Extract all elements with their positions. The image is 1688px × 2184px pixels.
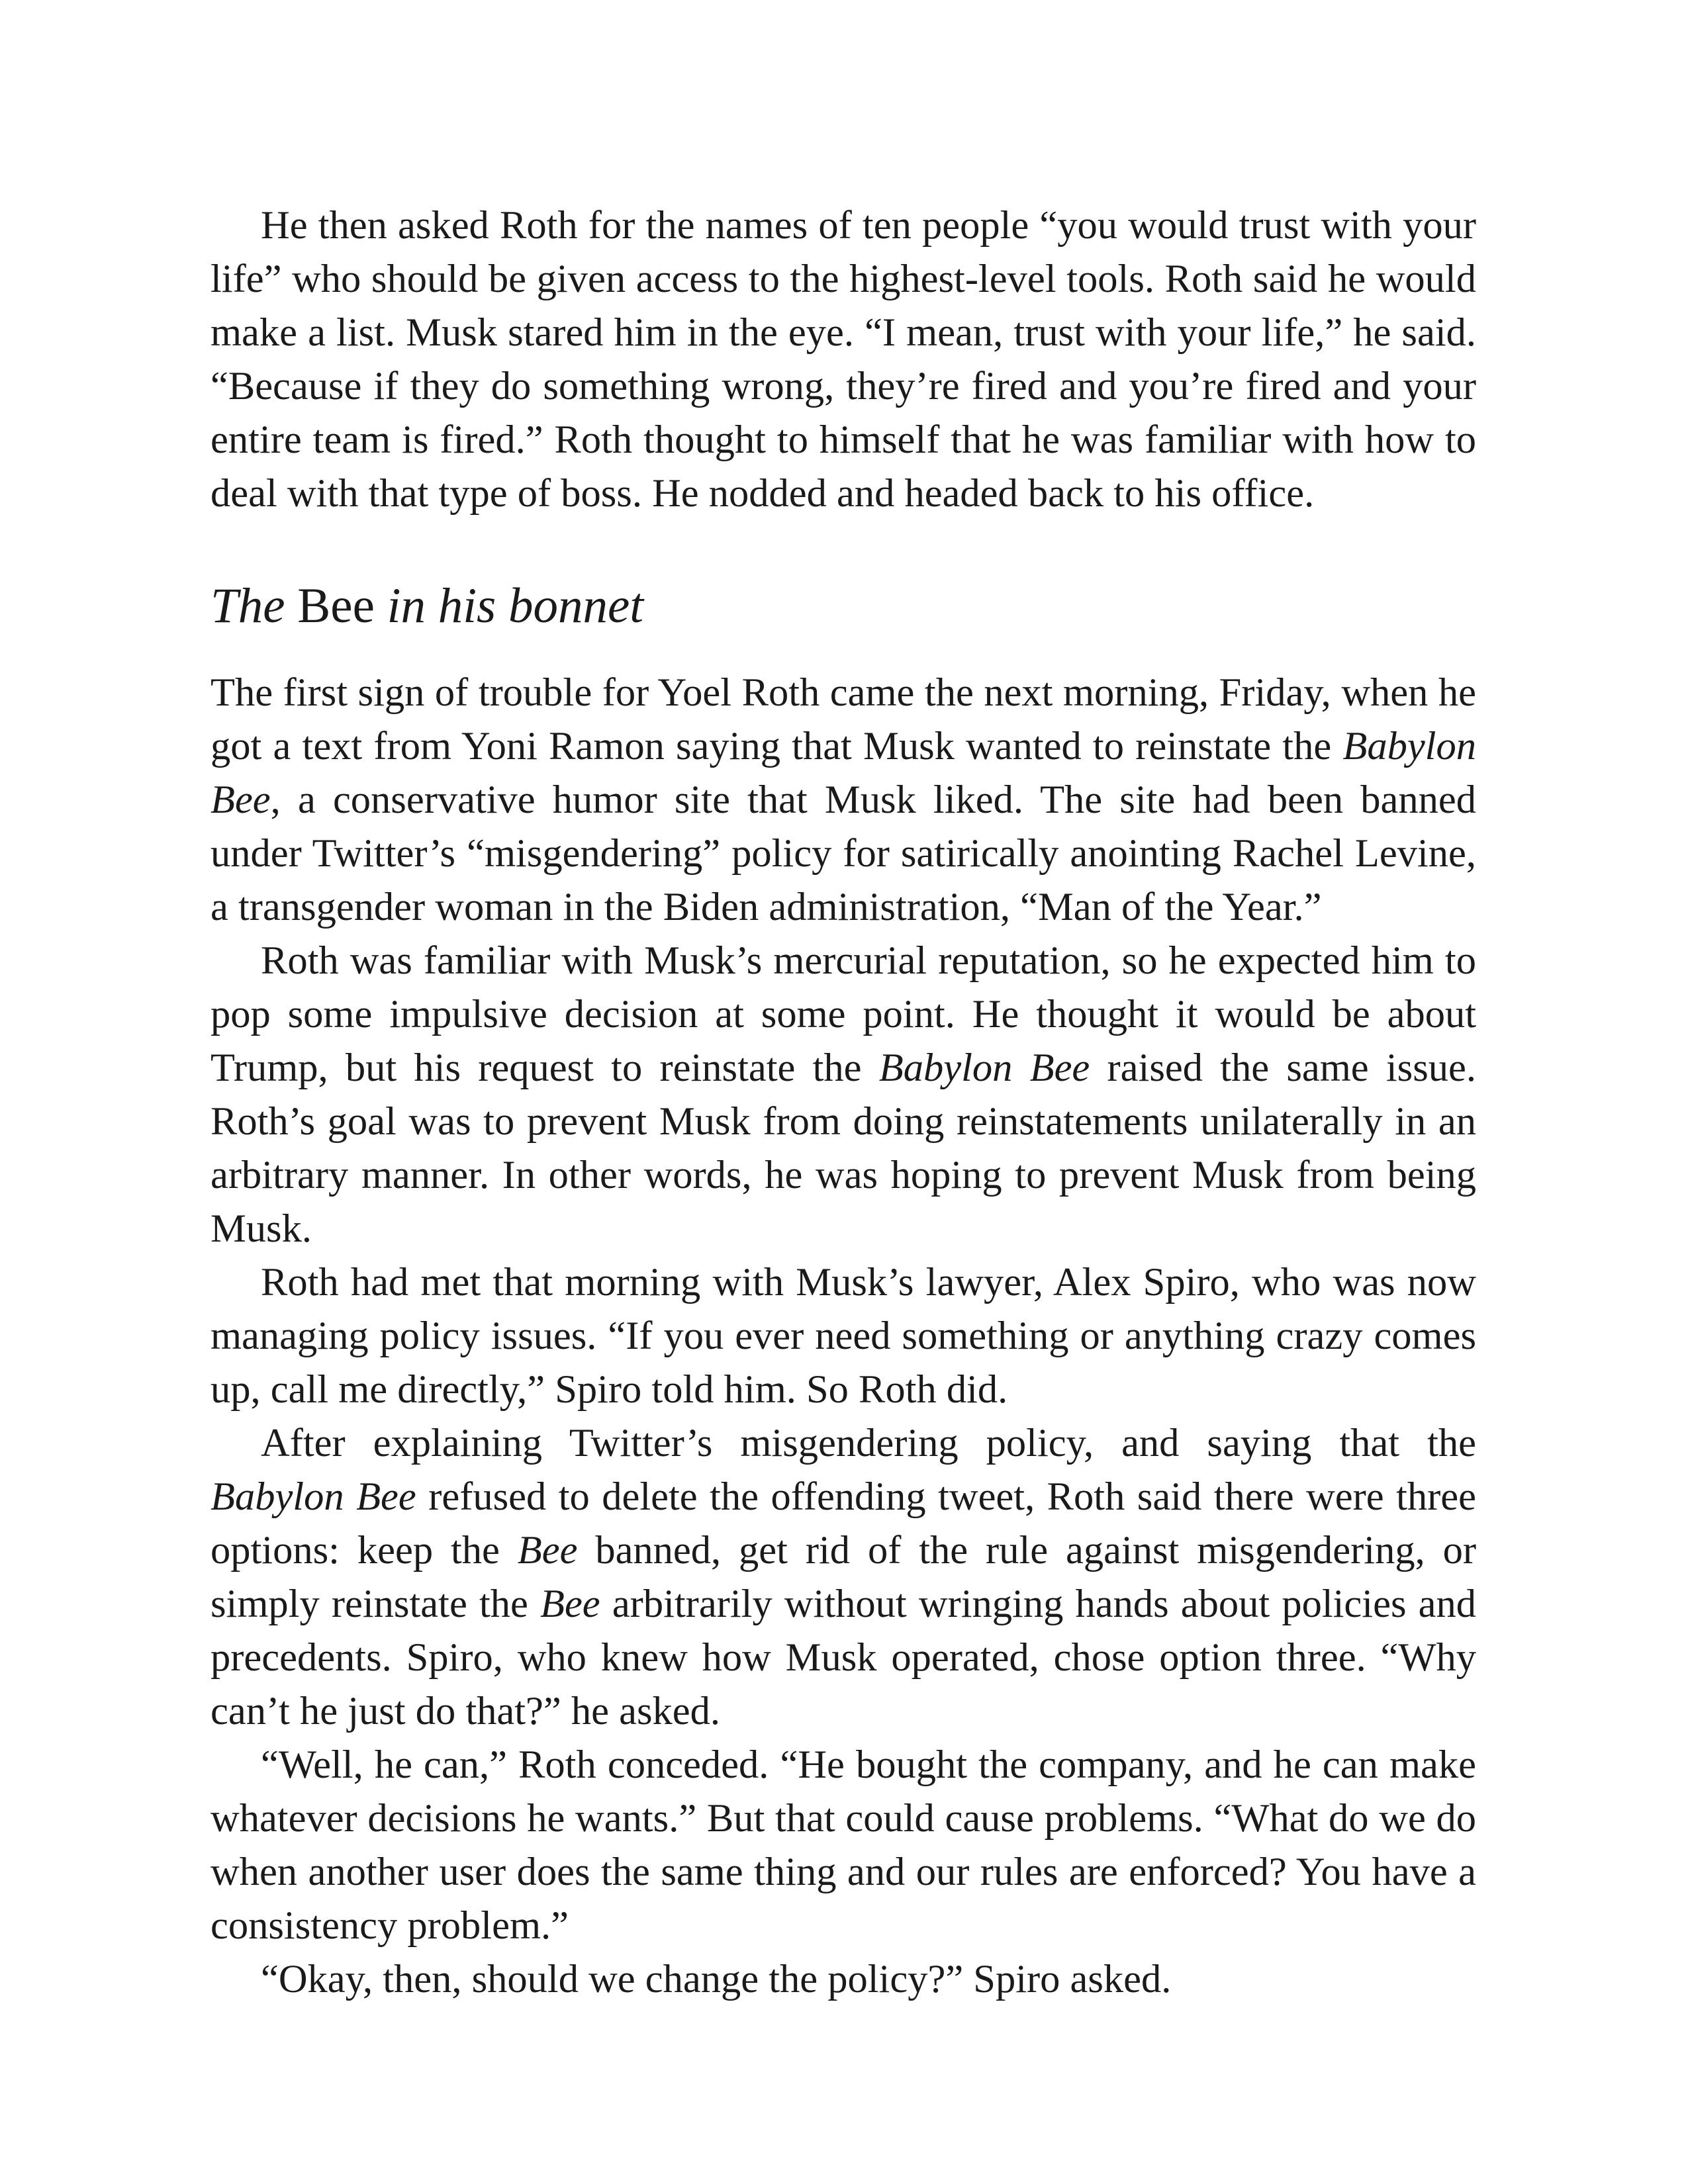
paragraph-text: raised the same issue. Roth’s goal was to prevent Musk from doing reinstatements unilaterally in an arbitrary manner. In other words, he was hoping to prevent Musk from being Musk. [211,1046,1476,1251]
heading-part-bonnet: in his bonnet [387,578,644,633]
publication-title: Babylon Bee [878,1046,1090,1090]
publication-title: Babylon Bee [211,1475,416,1519]
paragraph-mercurial-reputation [211,934,1476,1255]
paragraph-text: “Well, he can,” Roth conceded. “He bought the company, and he can make whatever decisions he wants.” But that could cause problems. “What do we do when another user does the same thing and our rules are enforced? You have a consistency problem.” [211,1743,1476,1948]
paragraph-text: arbitrarily without wringing hands about policies and precedents. Spiro, who knew how Musk operated, chose option three. “Why can’t he just do that?” he asked. [211,1582,1476,1733]
paragraph-met-with-spiro [211,1255,1476,1416]
publication-title: Babylon Bee [211,724,1476,822]
paragraph-text: He then asked Roth for the names of ten people “you would trust with your life” who should be given access to the highest-level tools. Roth said he would make a list. Musk stared him in the eye. “I mean, trust with your life,” he said. “Because if they do something wrong, they’re fired and you’re fired and your entire team is fired.” Roth thought to himself that he was familiar with how to deal with that type of boss. He nodded and headed back to his office. [211,203,1476,516]
paragraph-text: Roth had met that morning with Musk’s lawyer, Alex Spiro, who was now managing policy issues. “If you ever need something or anything crazy comes up, call me directly,” Spiro told him. So Roth did. [211,1260,1476,1412]
publication-title: Bee [517,1528,578,1572]
book-page [211,199,1476,2006]
heading-part-bee: Bee [285,578,387,633]
paragraph-text: Roth was familiar with Musk’s mercurial reputation, so he expected him to pop some impulsive decision at some point. He thought it would be about Trump, but his request to reinstate the [211,938,1476,1090]
section-heading [211,573,1476,639]
paragraph-change-the-policy [211,1952,1476,2006]
publication-title: Bee [540,1582,600,1626]
paragraph-trust-with-your-life [211,199,1476,520]
paragraph-well-he-can [211,1738,1476,1952]
paragraph-text: banned, get rid of the rule against misgendering, or simply reinstate the [211,1528,1476,1626]
paragraph-first-sign-of-trouble [211,666,1476,934]
paragraph-text: The first sign of trouble for Yoel Roth came the next morning, Friday, when he got a text from Yoni Ramon saying that Musk wanted to reinstate the [211,670,1476,768]
paragraph-text: After explaining Twitter’s misgendering policy, and saying that the [261,1421,1476,1465]
heading-part-the: The [211,578,285,633]
paragraph-three-options [211,1416,1476,1738]
paragraph-text: refused to delete the offending tweet, Roth said there were three options: keep the [211,1475,1476,1572]
paragraph-text: “Okay, then, should we change the policy?” Spiro asked. [261,1957,1172,2001]
paragraph-text: , a conservative humor site that Musk liked. The site had been banned under Twitter’s “misgendering” policy for satirically anointing Rachel Levine, a transgender woman in the Biden administration, “Man of the Year.” [211,778,1476,929]
